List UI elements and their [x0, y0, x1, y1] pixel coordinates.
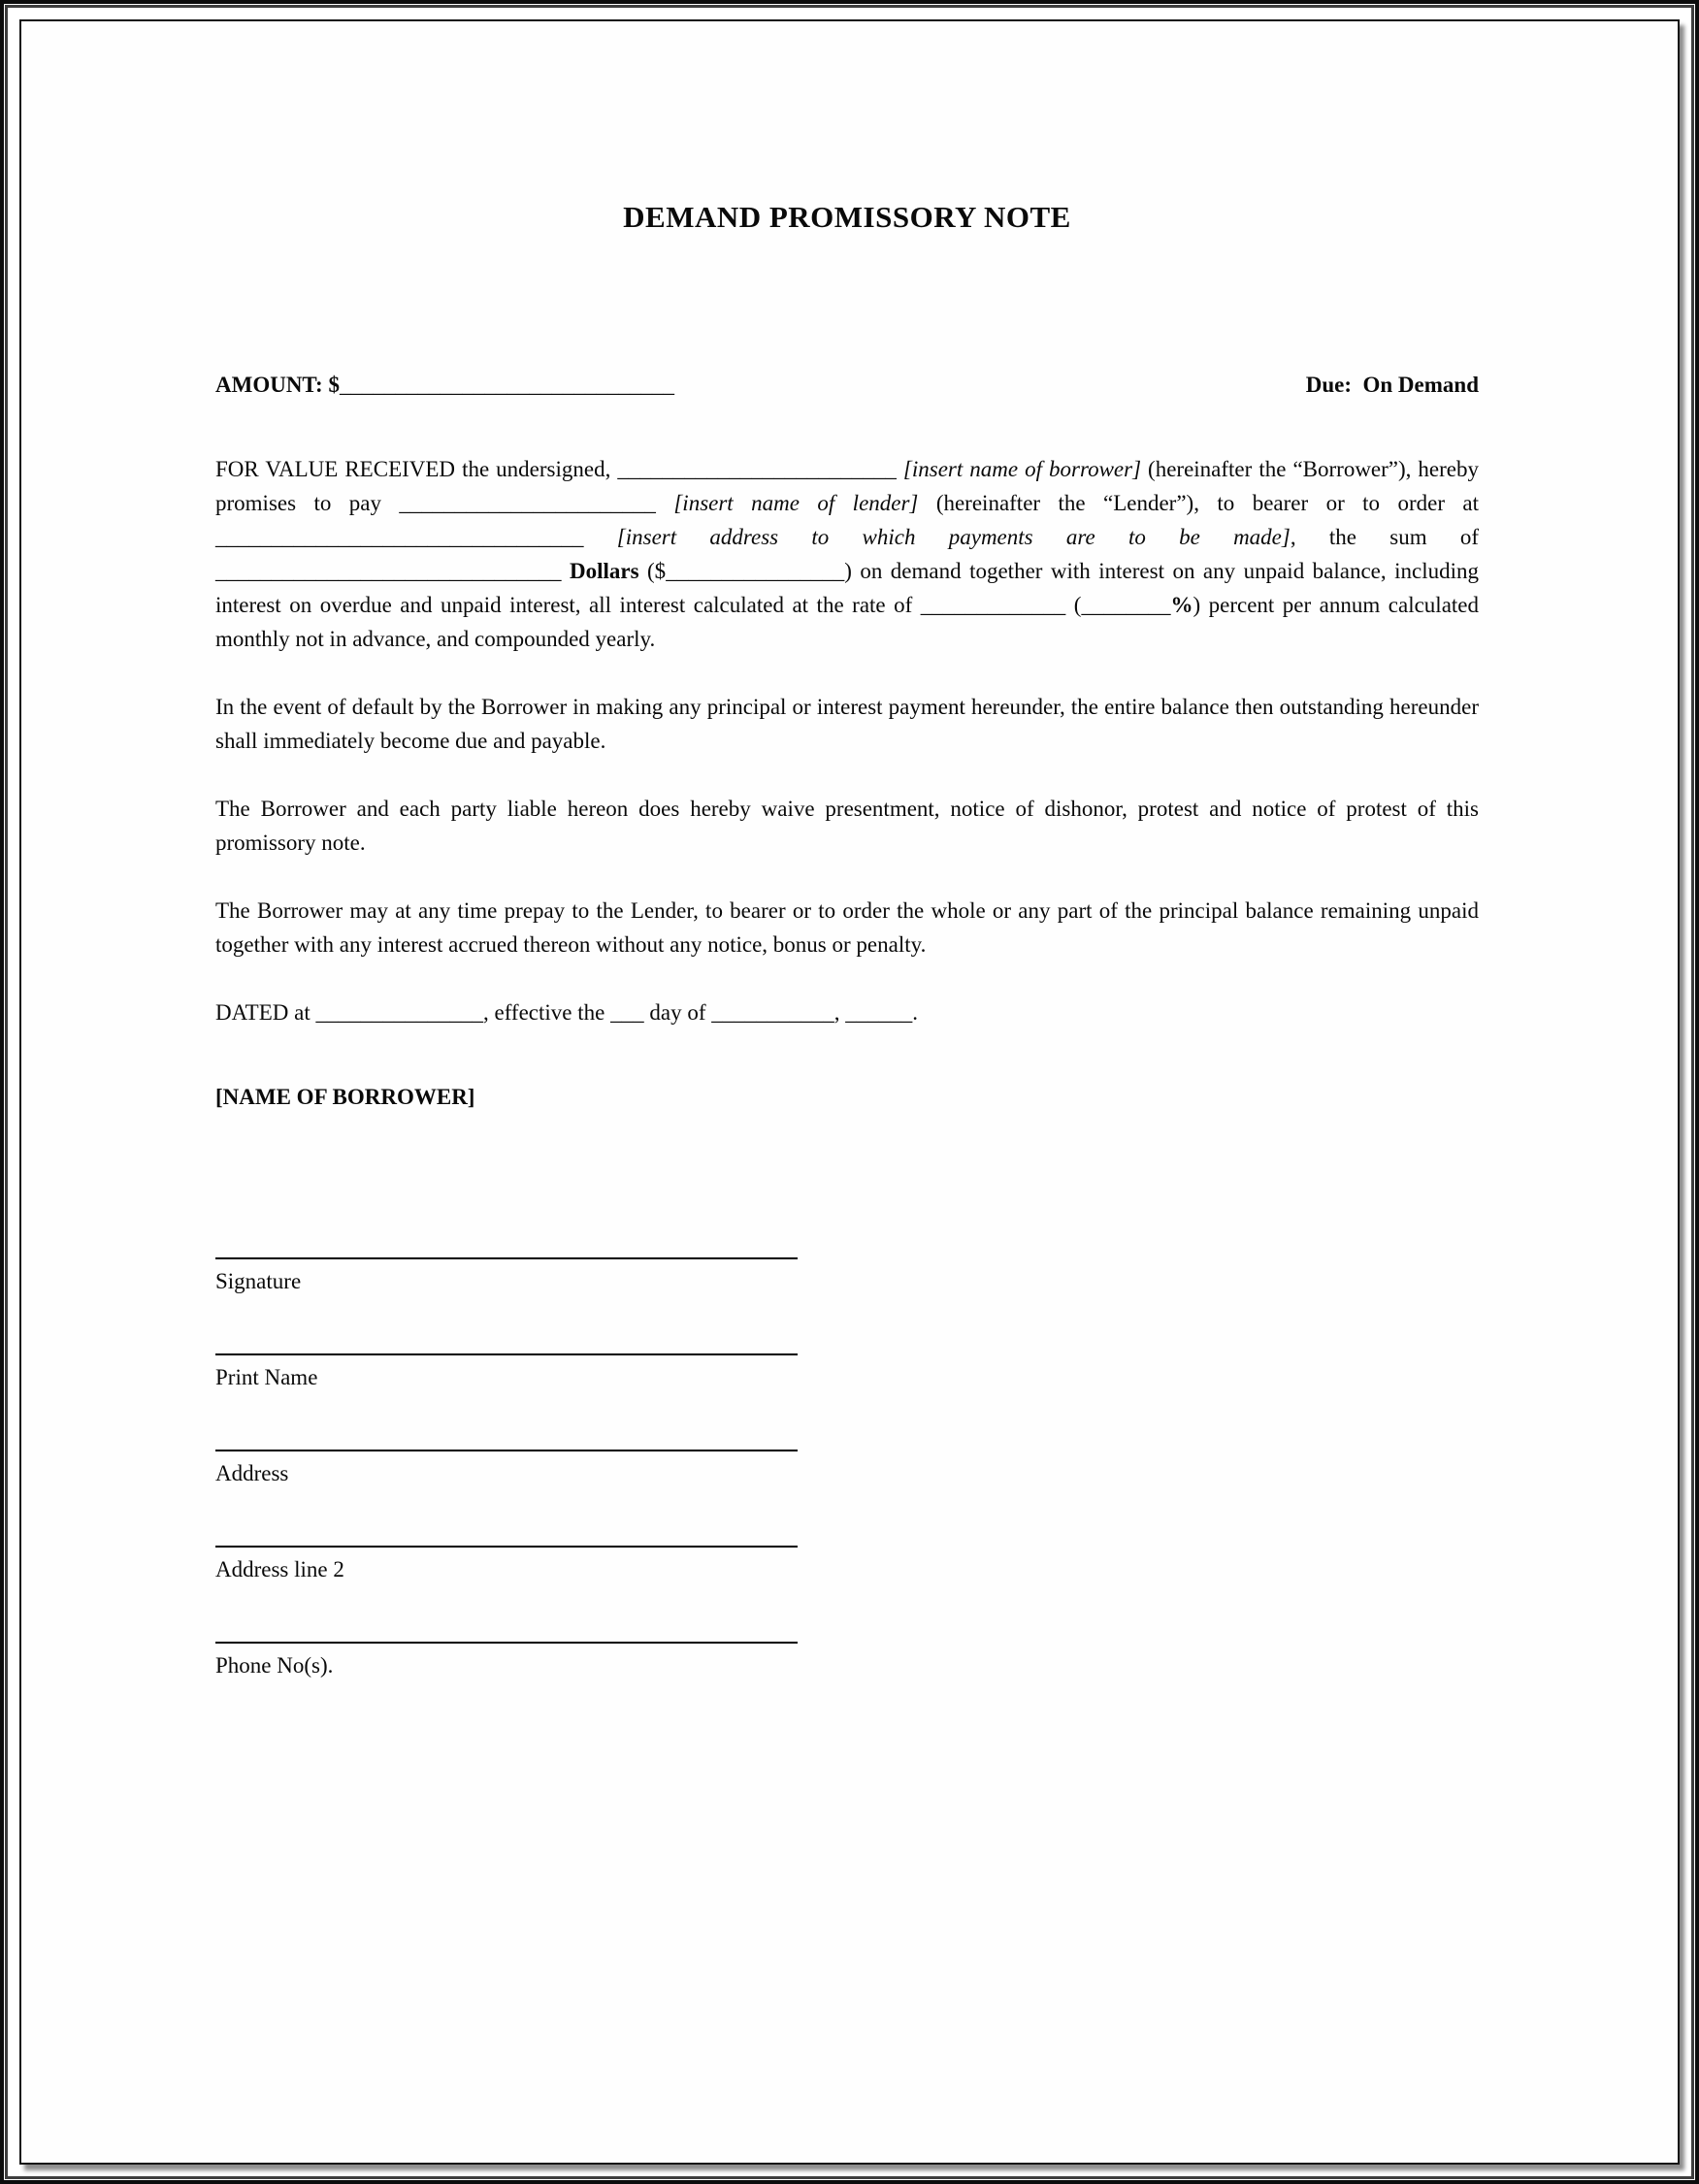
text-run: ) on demand together with interest on any unpaid balance, including interest on overdue and unpaid interest, all interest calculated at the rate of [215, 559, 1479, 617]
text-run: [insert name of borrower] [902, 457, 1142, 481]
waiver-clause-paragraph: The Borrower and each party liable hereon does hereby waive presentment, notice of dishonor, protest and notice of protest of this promissory note. [215, 797, 1479, 855]
text-run [562, 559, 570, 583]
text-run: , [833, 1000, 846, 1025]
text-run: [insert name of lender] [673, 491, 919, 515]
address-line-2-label: Address line 2 [215, 1557, 344, 1581]
inner-border-frame [19, 19, 1680, 2165]
amount-row [215, 368, 1479, 402]
payment-address-blank: _________________________________ [215, 525, 584, 549]
phone-field-group [215, 1642, 798, 1681]
address-label: Address [215, 1461, 289, 1485]
sum-words-blank: _______________________________ [215, 559, 562, 583]
text-run: DATED at [215, 1000, 316, 1025]
document-title: DEMAND PROMISSORY NOTE [623, 200, 1071, 234]
text-run: day of [643, 1000, 712, 1025]
amount-label: AMOUNT: [215, 373, 323, 397]
lender-name-blank: _______________________ [399, 491, 656, 515]
address-field-group [215, 1450, 798, 1489]
month-blank: ___________ [711, 1000, 834, 1025]
amount-field [215, 368, 674, 402]
for-value-received-paragraph [215, 452, 1479, 656]
borrower-name-heading: [NAME OF BORROWER] [215, 1085, 475, 1109]
text-run: ) percent per annum calculated monthly not in advance, and compounded yearly. [215, 593, 1479, 651]
text-run: . [912, 1000, 918, 1025]
due-on-demand-label: Due: On Demand [1305, 373, 1479, 397]
text-run: [insert address to which payments are to be made] [616, 525, 1291, 549]
default-clause-paragraph: In the event of default by the Borrower in making any principal or interest payment hereunder, the entire balance then outstanding hereunder shall immediately become due and payable. [215, 695, 1479, 753]
text-run [584, 525, 617, 549]
text-run [656, 491, 673, 515]
text-run: Dollars [569, 559, 639, 583]
borrower-name-blank: _________________________ [617, 457, 897, 481]
signature-field-group [215, 1257, 798, 1297]
text-run: (hereinafter the “Lender”), to bearer or to order at [918, 491, 1480, 515]
year-blank: ______ [845, 1000, 913, 1025]
address-line-2-field-group [215, 1546, 798, 1585]
interest-percent-blank: ________ [1081, 593, 1171, 617]
day-blank: ___ [610, 1000, 644, 1025]
amount-currency-sign: $ [322, 373, 340, 397]
text-run: ($ [638, 559, 667, 583]
dated-place-blank: _______________ [315, 1000, 483, 1025]
signature-label: Signature [215, 1269, 302, 1293]
text-run: FOR VALUE RECEIVED the undersigned, [215, 457, 618, 481]
sum-numeric-blank: ________________ [666, 559, 845, 583]
text-run: , effective the [482, 1000, 611, 1025]
text-run: , the sum of [1290, 525, 1480, 549]
text-run [897, 457, 903, 481]
text-run: ( [1065, 593, 1082, 617]
amount-blank: ______________________________ [339, 373, 674, 397]
prepayment-clause-paragraph: The Borrower may at any time prepay to the Lender, to bearer or to order the whole or any part of the principal balance remaining unpaid together with any interest accrued thereon without any notice, bonus or penalty. [215, 898, 1479, 957]
dated-line [215, 995, 1479, 1029]
interest-rate-blank: _____________ [920, 593, 1066, 617]
middle-border-frame [5, 5, 1694, 2179]
print-name-label: Print Name [215, 1365, 318, 1389]
text-run: (hereinafter the “Borrower”), hereby promises to pay [215, 457, 1480, 515]
document-content [21, 198, 1678, 1681]
phone-label: Phone No(s). [215, 1653, 334, 1678]
print-name-field-group [215, 1353, 798, 1393]
text-run: % [1170, 593, 1193, 617]
